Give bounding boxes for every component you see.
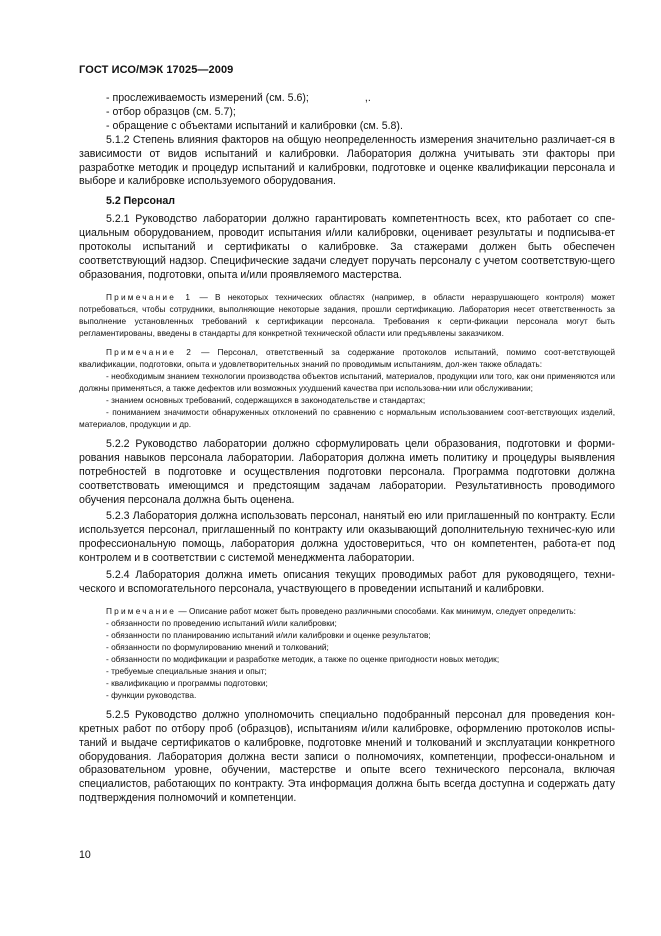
note-3-item: - обязанности по формулированию мнений и толкований; [106,641,329,652]
note-3-item: - требуемые специальные знания и опыт; [106,665,267,676]
page-number: 10 [79,849,91,861]
note-3-item: - функции руководства. [106,689,197,700]
paragraph-5-2-3: 5.2.3 Лаборатория должна использовать персонал, нанятый ею или приглашенный по контракту. Если используется персонал, приглашенный по контракту или оказывающий дополнительную техничес-кую или профессиональную помощь, лаборатория должна удостовериться, что он компетентен, работа-ет под контролем и в соответствии с системой менеджмента лаборатории. [79,510,615,565]
paragraph-5-2-5: 5.2.5 Руководство должно уполномочить специально подобранный персонал для проведения кон-кретных работ по отбору проб (образцов), испытаниям и/или калибровке, оформлению протоколов испы-таний и выдаче сертификатов о калибровке, подготовке мнений и толкований и эксплуатации конкретного оборудования. Лаборатория должна вести записи о полномочиях, компетенции, професси-ональном и образовательном уровне, обучении, мастерстве и опыте всего технического персонала, включая специалистов, работающих по контракту. Эта информация должна быть всегда доступна и содержать дату подтверждения полномочий и компетенции. [79,708,615,805]
paragraph-5-1-2: 5.1.2 Степень влияния факторов на общую неопределенность измерения значительно различает-ся в зависимости от видов испытаний и калибровки. Лаборатория должна учитывать эти факторы при разработке методик и процедур испытаний и калибровки, подготовке и оценке квалификации персонала и выборе и калибровке используемого оборудования. [79,133,615,188]
document-body [79,92,615,806]
paragraph-5-2-2: 5.2.2 Руководство лаборатории должно сформулировать цели образования, подготовки и форми-рования навыков персонала лаборатории. Лаборатория должна иметь политику и процедуры выявления потребностей в подготовке и осуществления подготовки персонала. Программа подготовки должна соответствовать имеющимся и предстоящим задачам лаборатории. Результативность проводимого обучения персонала должна быть оценена. [79,437,615,506]
note-label: Примечание 1 [106,291,193,302]
list-item [79,92,615,106]
note-2 [79,346,615,370]
note-3-item: - обязанности по проведению испытаний и/или калибровки; [106,617,337,628]
section-heading-5-2: 5.2 Персонал [106,195,176,208]
note-2-item: - пониманием значимости обнаруженных отклонений по сравнению с нормальным использованием соот-ветствующих изделий, материалов, продукции и др. [79,406,615,429]
note-2-item: - необходимым знанием технологии производства объектов испытаний, материалов, продукции или того, как они применяются или должны применяться, а также дефектов или возможных ухудшений качества при использова-нии или обслуживании; [79,370,615,393]
list-item: - обращение с объектами испытаний и калибровки (см. 5.8). [106,119,403,132]
note-1 [79,291,615,339]
note-3 [79,605,615,617]
list-item-text: - прослеживаемость измерений (см. 5.6); [106,92,309,104]
paragraph-5-2-1: 5.2.1 Руководство лаборатории должно гарантировать компетентность всех, кто работает со спе-циальным оборудованием, проводит испытания и/или калибровки, оценивает результаты и подписыва-ет протоколы испытаний и сертификаты о калибровке. За стажерами должен быть обеспечен соответствующий надзор. Специфические задачи следует поручать персоналу с учетом соответствую-щего образования, подготовки, опыта и/или проявляемого мастерства. [79,213,615,281]
stray-mark: ,. [364,92,371,104]
note-3-item: - квалификацию и программы подготовки; [106,677,268,688]
paragraph-5-2-4: 5.2.4 Лаборатория должна иметь описания текущих проводимых работ для руководящего, техни-ческого и вспомогательного персонала, участвующего в проведении испытаний и калибровки. [79,569,615,595]
note-label: Примечание [106,605,177,616]
note-text: — Описание работ может быть проведено различными способами. Как минимум, следует определить: [176,605,576,616]
note-3-item: - обязанности по планированию испытаний и/или калибровки и оценке результатов; [106,629,431,640]
note-2-item: - знанием основных требований, содержащихся в законодательстве и стандартах; [106,394,426,405]
note-3-item: - обязанности по модификации и разработке методик, а также по оценке пригодности новых методик; [106,653,500,664]
note-text: — Персонал, ответственный за содержание протоколов испытаний, помимо соот-ветствующей квалификации, подготовки, опыта и удовлетворительных знаний по проводимым испытаниям, дол-жен также обладать: [79,346,615,369]
note-label: Примечание 2 [106,346,194,357]
document-header: ГОСТ ИСО/МЭК 17025—2009 [79,64,234,76]
list-item: - отбор образцов (см. 5.7); [106,105,236,118]
note-text: — В некоторых технических областях (например, в области неразрушающего контроля) может потребоваться, чтобы сотрудники, выполняющие некоторые задания, прошли сертификацию. Лаборатория несет ответственность за выполнение установленных требований к сертификации персонала. Требования к серти-фикации персонала могут быть регламентированы, введены в стандарты для конкретной технической области или предъявлены заказчиком. [79,291,616,338]
